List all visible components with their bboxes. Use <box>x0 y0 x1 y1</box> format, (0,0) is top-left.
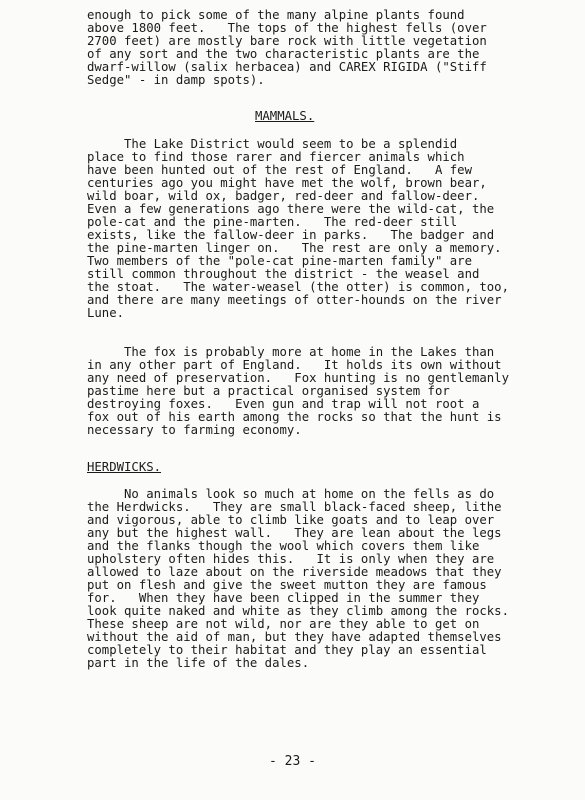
mammals-heading: MAMMALS. <box>255 109 315 123</box>
page-number: - 23 - <box>269 754 316 769</box>
intro-paragraph: enough to pick some of the many alpine plants found above 1800 feet. The tops of the highest fells (over 2700 feet) are mostly bare rock with little vegetation of any sort and the two characteristic plants are the dwarf-willow (salix herbacea) and CAREX RIGIDA ("Stiff Sedge" - in damp spots). <box>87 8 487 87</box>
mammals-paragraph-2: The fox is probably more at home in the Lakes than in any other part of England. It holds its own without any need of preservation. Fox hunting is no gentlemanly pastime here but a practical organised system for destroying foxes. Even gun and trap will not root a fox out of his earth among the rocks so that the hunt is necessary to farming economy. <box>87 345 509 437</box>
herdwicks-heading: HERDWICKS. <box>87 460 162 474</box>
herdwicks-paragraph: No animals look so much at home on the fells as do the Herdwicks. They are small black-faced sheep, lithe and vigorous, able to climb like goats and to leap over any but the highest wall. They are lean about the legs and the flanks though the wool which covers them like upholstery often hides this. It is only when they are allowed to laze about on the riverside meadows that they put on flesh and give the sweet mutton they are famous for. When they have been clipped in the summer they look quite naked and white as they climb among the rocks. These sheep are not wild, nor are they able to get on without the aid of man, but they have adapted themselves completely to their habitat and they play an essential part in the life of the dales. <box>87 487 509 670</box>
mammals-paragraph-1: The Lake District would seem to be a splendid place to find those rarer and fiercer animals which have been hunted out of the rest of England. A few centuries ago you might have met the wolf, brown bear, wild boar, wild ox, badger, red-deer and fallow-deer. Even a few generations ago there were the wild-cat, the pole-cat and the pine-marten. The red-deer still exists, like the fallow-deer in parks. The badger and the pine-marten linger on. The rest are only a memory. Two members of the "pole-cat pine-marten family" are still common throughout the district - the weasel and the stoat. The water-weasel (the otter) is common, too, and there are many meetings of otter-hounds on the river Lune. <box>87 137 509 320</box>
